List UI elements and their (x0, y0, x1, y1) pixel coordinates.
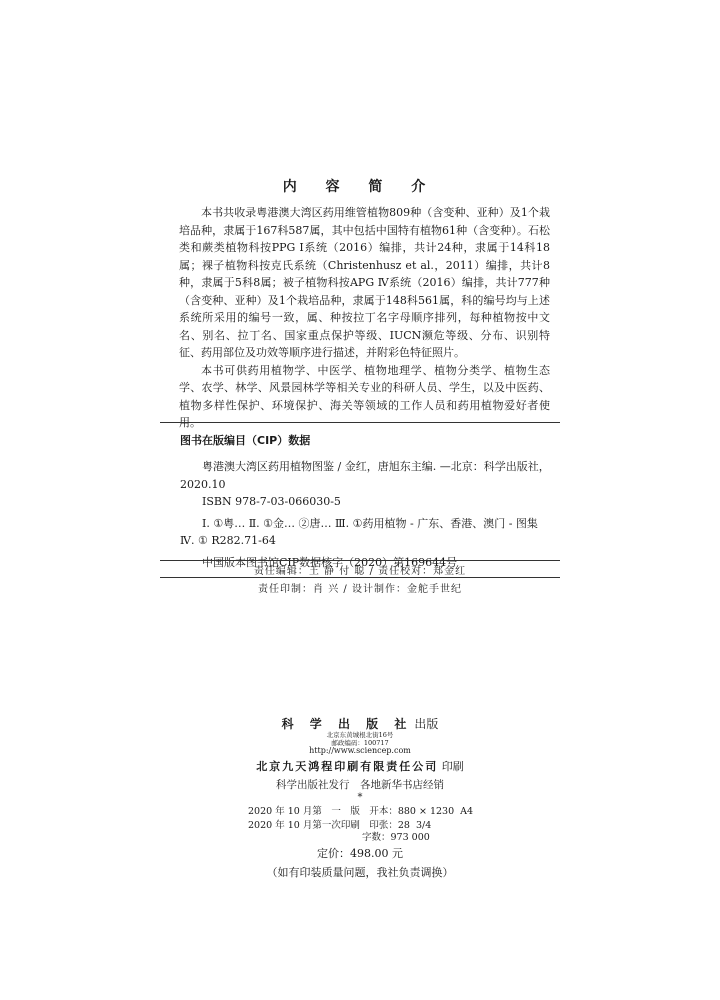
divider (160, 422, 560, 423)
publisher-url: http://www.sciencep.com (309, 746, 411, 755)
printer-line (0, 758, 720, 774)
staff-line: 责任印制：肖 兴 / 设计制作：金舵手世纪 (258, 584, 462, 595)
edition-line: 2020 年 10 月第 一 版 开本：880 × 1230 A4 (248, 806, 474, 817)
cip-isbn: ISBN 978-7-03-066030-5 (202, 495, 341, 508)
printer-suffix: 印刷 (441, 760, 464, 773)
publisher-suffix: 出版 (414, 717, 439, 731)
cip-record (180, 458, 550, 571)
cip-core-data: 中国版本图书馆CIP数据核字（2020）第169644号 (202, 555, 458, 569)
divider (160, 560, 560, 561)
price: 定价：498.00 元 (317, 847, 403, 860)
word-count-line: 字数：973 000 (248, 832, 430, 843)
printing-line: 2020 年 10 月第一次印刷 印张：28 3/4 (248, 820, 432, 831)
publisher-postcode: 邮政编码：100717 (331, 739, 389, 747)
intro-paragraph: 本书可供药用植物学、中医学、植物地理学、植物分类学、植物生态学、农学、林学、风景园林学等相关专业的科研人员、学生，以及中医药、植物多样性保护、环境保护、海关等领域的工作人员和药用植物爱好者使用。 (179, 363, 550, 429)
return-note: （如有印装质量问题，我社负责调换） (266, 866, 454, 879)
publisher-name: 科 学 出 版 社 (281, 717, 413, 731)
publisher-address: 北京东黄城根北街16号 (326, 731, 394, 739)
divider (160, 577, 560, 578)
staff-line: 责任编辑：王 静 付 聪 / 责任校对：郑金红 (253, 566, 467, 577)
distribution-line: 科学出版社发行 各地新华书店经销 (276, 779, 444, 791)
cip-heading: 图书在版编目（CIP）数据 (180, 434, 311, 447)
intro-section (179, 204, 550, 432)
intro-paragraph: 本书共收录粤港澳大湾区药用维管植物809种（含变种、亚种）及1个栽培品种，隶属于167科587属，其中包括中国特有植物61种（含变种）。石松类和蕨类植物科按PPG Ⅰ系统（2016）编排，共计24种，隶属于14科18属；裸子植物科按克氏系统（Christenhusz et al.，2011）编排，共计8种，隶属于5科8属；被子植物科按APG Ⅳ系统（2016）编排，共计777种（含变种、亚种）及1个栽培品种，隶属于148科561属，科的编号均与上述系统所采用的编号一致，属、种按拉丁名字母顺序排列，每种植物按中文名、别名、拉丁名、国家重点保护等级、IUCN濒危等级、分布、识别特征、药用部位及功效等顺序进行描述，并附彩色特征照片。 (179, 206, 550, 359)
page-title: 内 容 简 介 (282, 179, 438, 195)
cip-classification: Ⅰ. ①粤… Ⅱ. ①金… ②唐… Ⅲ. ①药用植物 - 广东、香港、澳门 - 图集 Ⅳ. ① R282.71-64 (180, 516, 538, 547)
cip-entry: 粤港澳大湾区药用植物图鉴 / 金红，唐旭东主编. —北京：科学出版社，2020.10 (180, 460, 550, 491)
separator-star: * (357, 792, 363, 803)
printer-name: 北京九天鸿程印刷有限责任公司 (256, 760, 439, 773)
